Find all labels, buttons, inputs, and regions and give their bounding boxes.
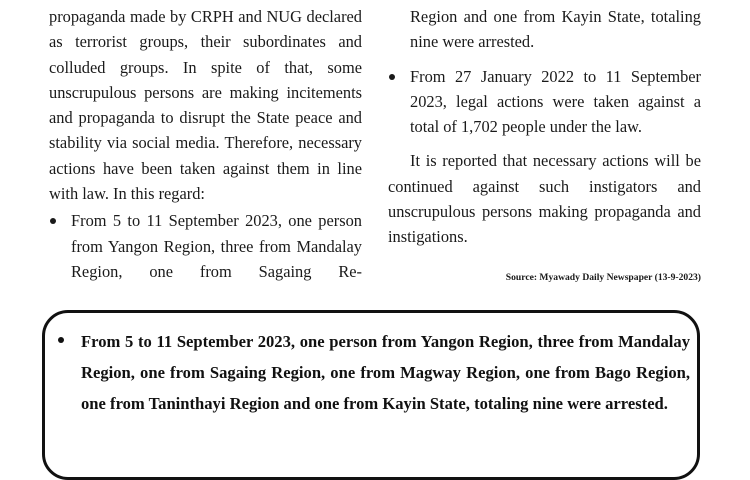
closing-paragraph: It is reported that necessary actions will be continued against such instigators and unscrupulous persons making propaganda and instigations. — [388, 151, 701, 247]
bullet-icon — [50, 218, 56, 224]
bullet-text: From 5 to 11 September 2023, one person from Yangon Region, three from Mandalay Region, one from Sagaing Re- — [71, 211, 362, 281]
list-item-continued — [388, 4, 701, 55]
callout-text: From 5 to 11 September 2023, one person from Yangon Region, three from Mandalay Region, one from Sagaing Region, one from Magway Region, one from Bago Region, one from Taninthayi Region and one from Kayin State, totaling nine were arrested. — [81, 332, 690, 414]
bullet-icon — [389, 74, 395, 80]
source-line: Source: Myawady Daily Newspaper (13-9-2023) — [505, 272, 701, 283]
left-column — [49, 4, 362, 284]
list-item — [49, 208, 362, 284]
bullet-text: Region and one from Kayin State, totaling nine were arrested. — [410, 7, 701, 52]
intro-paragraph: propaganda made by CRPH and NUG declared as terrorist groups, their subordinates and colluded groups. In spite of that, some unscrupulous persons are making incitements and propaganda to disrupt the State peace and stability via social media. Therefore, necessary actions have been taken against them in line with law. In this regard: — [49, 7, 362, 204]
list-item — [388, 64, 701, 140]
right-column — [388, 4, 701, 250]
bullet-text: From 27 January 2022 to 11 September 2023, legal actions were taken against a total of 1,702 people under the law. — [410, 66, 701, 137]
bullet-icon — [58, 337, 64, 343]
